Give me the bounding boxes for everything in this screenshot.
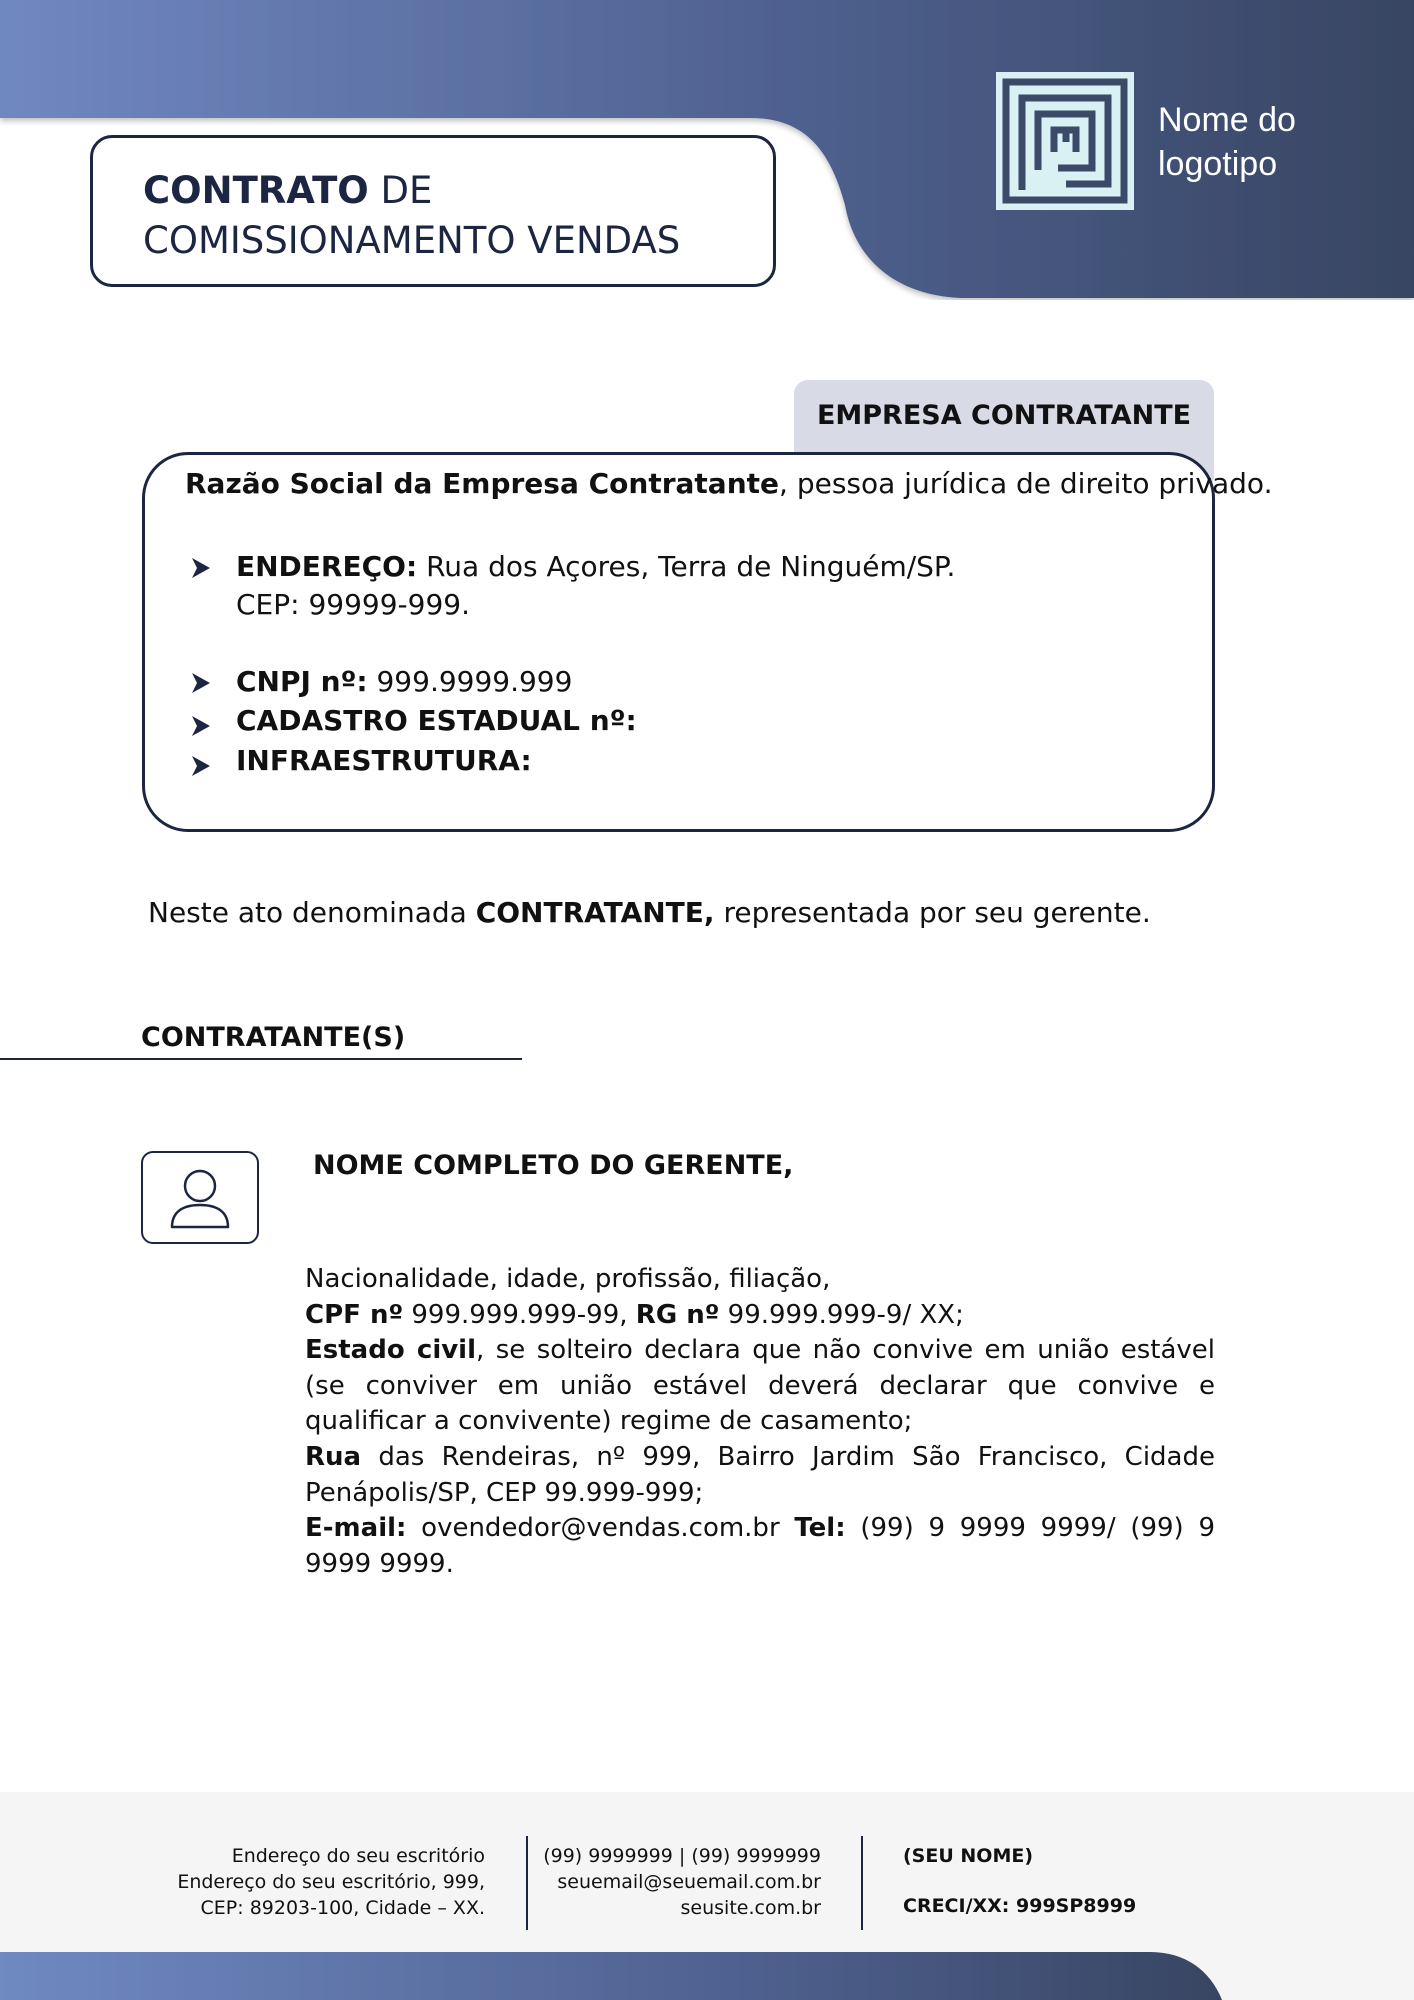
neste-after: representada por seu gerente. [714, 896, 1151, 929]
razao-social [185, 467, 1272, 500]
footer-creci: CRECI/XX: 999SP8999 [903, 1895, 1137, 1917]
neste-before: Neste ato denominada [148, 896, 476, 929]
gerente-name: NOME COMPLETO DO GERENTE, [313, 1150, 794, 1181]
user-avatar-icon [143, 1153, 257, 1242]
rg-value: 99.999.999-9/ XX; [719, 1299, 964, 1330]
razao-bold: Razão Social da Empresa Contratante [185, 467, 780, 500]
tel-value: (99) 9 9999 9999/ (99) 9 9999 9999. [305, 1513, 1215, 1579]
footer-address [177, 1843, 485, 1921]
details-rua [305, 1440, 1215, 1511]
footer-email: seuemail@seuemail.com.br [557, 1871, 821, 1893]
footer-address-line1: Endereço do seu escritório [231, 1845, 485, 1867]
avatar [141, 1151, 259, 1244]
details-line1: Nacionalidade, idade, profissão, filiação, [305, 1264, 831, 1294]
estado-label: Estado civil [305, 1335, 477, 1366]
contratantes-underline [0, 1058, 522, 1060]
footer-site: seusite.com.br [680, 1897, 821, 1919]
neste-ato-paragraph [148, 896, 1151, 929]
footer-contact [543, 1843, 821, 1921]
footer-address-line3: CEP: 89203-100, Cidade – XX. [200, 1897, 485, 1919]
empresa-tab-label: EMPRESA CONTRATANTE [816, 400, 1192, 431]
infra-label: INFRAESTRUTURA: [236, 744, 532, 777]
details-contact [305, 1511, 1215, 1582]
arrow-right-icon [190, 754, 212, 778]
email-label: E-mail: [305, 1513, 407, 1544]
cep-value: CEP: 99999-999. [236, 588, 470, 621]
rua-label: Rua [305, 1441, 362, 1472]
footer-agent [903, 1843, 1136, 1919]
rua-value: das Rendeiras, nº 999, Bairro Jardim São Francisco, Cidade Penápolis/SP, CEP 99.999-999; [305, 1441, 1215, 1508]
cpf-label: CPF nº [305, 1299, 404, 1330]
rg-label: RG nº [635, 1299, 720, 1330]
logo-text-line2: logotipo [1158, 145, 1278, 183]
footer-name: (SEU NOME) [903, 1845, 1034, 1867]
estado-value: , se solteiro declara que não convive em união estável (se conviver em união estável deverá declarar que convive e qualificar a convivente) regime de casamento; [305, 1335, 1216, 1437]
arrow-right-icon [190, 671, 212, 695]
cnpj-value: 999.9999.999 [367, 665, 573, 698]
endereco-label: ENDEREÇO: [236, 550, 418, 583]
cnpj-label: CNPJ nº: [236, 665, 368, 698]
footer-address-line2: Endereço do seu escritório, 999, [177, 1871, 485, 1893]
details-documents [305, 1298, 1215, 1334]
title-bold: CONTRATO [143, 169, 369, 212]
footer-band [0, 1950, 1414, 2000]
logo-mark [996, 72, 1134, 210]
arrow-right-icon [190, 714, 212, 738]
logo-text-line1: Nome do [1158, 101, 1296, 139]
logo-text [1158, 98, 1296, 186]
footer-phones: (99) 9999999 | (99) 9999999 [543, 1845, 821, 1867]
title-line2: COMISSIONAMENTO VENDAS [143, 219, 681, 262]
gerente-details [305, 1262, 1215, 1582]
title-rest: DE [368, 169, 433, 212]
neste-bold: CONTRATANTE, [475, 896, 715, 929]
email-value: ovendedor@vendas.com.br [406, 1513, 795, 1544]
endereco-value: Rua dos Açores, Terra de Ninguém/SP. [417, 550, 956, 583]
razao-rest: , pessoa jurídica de direito privado. [779, 467, 1273, 500]
arrow-right-icon [190, 556, 212, 580]
empresa-box [142, 452, 1273, 832]
footer-divider [861, 1836, 863, 1930]
title-box [90, 135, 776, 287]
tel-label: Tel: [794, 1513, 846, 1544]
details-estado-civil [305, 1333, 1215, 1440]
footer-divider [526, 1836, 528, 1930]
document-title [143, 166, 680, 266]
contratantes-heading: CONTRATANTE(S) [141, 1022, 406, 1053]
maze-logo-icon [996, 72, 1134, 210]
cadastro-label: CADASTRO ESTADUAL nº: [236, 704, 637, 737]
cpf-value: 999.999.999-99, [403, 1299, 636, 1330]
